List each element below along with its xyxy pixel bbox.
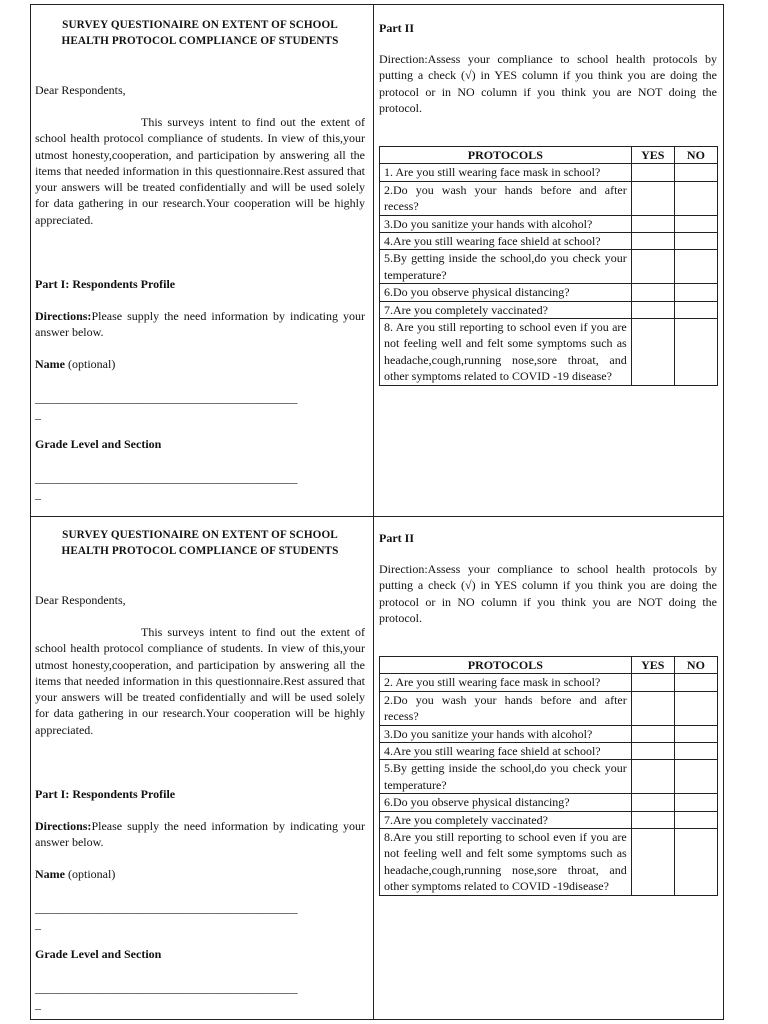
table-row (380, 319, 718, 386)
table-row (380, 250, 718, 284)
directions-label: Directions: (35, 819, 92, 833)
no-checkbox-cell[interactable] (674, 725, 717, 742)
protocol-question: 6.Do you observe physical distancing? (380, 284, 632, 301)
no-checkbox-cell[interactable] (674, 233, 717, 250)
no-checkbox-cell[interactable] (674, 181, 717, 215)
yes-checkbox-cell[interactable] (631, 181, 674, 215)
table-row (380, 811, 718, 828)
no-checkbox-cell[interactable] (674, 811, 717, 828)
yes-checkbox-cell[interactable] (631, 829, 674, 896)
grade-answer-line[interactable]: ______________________________________________ (35, 981, 298, 995)
yes-checkbox-cell[interactable] (631, 691, 674, 725)
part2-direction: Direction:Assess your compliance to school health protocols by putting a check (√) in YES column if you think you are doing the protocol or in NO column if you think you are NOT doing the protocol. (379, 562, 717, 626)
no-checkbox-cell[interactable] (674, 164, 717, 181)
table-header-row (380, 657, 718, 674)
table-row (380, 725, 718, 742)
grade-section-label: Grade Level and Section (35, 437, 162, 451)
table-row (380, 760, 718, 794)
protocol-question: 2.Do you wash your hands before and after recess? (380, 181, 632, 215)
table-row (380, 233, 718, 250)
intro-text: This surveys intent to find out the extent of school health protocol compliance of students. In view of this,your utmost honesty,cooperation, and participation by answering all the items that needed information in this questionnaire.Rest assured that your answers will be treated confidentially and will be used solely for data gathering in our research.Your cooperation will be highly appreciated. (35, 625, 365, 737)
yes-checkbox-cell[interactable] (631, 725, 674, 742)
yes-header: YES (631, 657, 674, 674)
no-checkbox-cell[interactable] (674, 319, 717, 386)
no-checkbox-cell[interactable] (674, 829, 717, 896)
protocol-question: 4.Are you still wearing face shield at school? (380, 743, 632, 760)
grade-answer-line[interactable]: ______________________________________________ (35, 471, 298, 485)
name-answer-line[interactable]: ______________________________________________ (35, 901, 298, 915)
protocol-question: 5.By getting inside the school,do you check your temperature? (380, 250, 632, 284)
survey-title (35, 528, 365, 559)
table-row (380, 743, 718, 760)
name-optional-note: (optional) (65, 357, 116, 371)
table-row (380, 691, 718, 725)
protocol-question: 3.Do you sanitize your hands with alcohol? (380, 725, 632, 742)
table-row (380, 301, 718, 318)
name-label (35, 866, 115, 882)
name-label (35, 356, 115, 372)
part1-directions (35, 308, 365, 341)
protocol-question: 4.Are you still wearing face shield at school? (380, 233, 632, 250)
protocol-question: 2. Are you still wearing face mask in school? (380, 674, 632, 691)
protocols-table (379, 146, 718, 386)
protocols-header: PROTOCOLS (380, 657, 632, 674)
name-answer-line[interactable]: ______________________________________________ (35, 391, 298, 405)
table-row (380, 284, 718, 301)
table-row (380, 215, 718, 232)
protocol-question: 7.Are you completely vaccinated? (380, 811, 632, 828)
survey-title (35, 18, 365, 49)
intro-text: This surveys intent to find out the extent of school health protocol compliance of students. In view of this,your utmost honesty,cooperation, and participation by answering all the items that needed information in this questionnaire.Rest assured that your answers will be treated confidentially and will be used solely for data gathering in our research.Your cooperation will be highly appreciated. (35, 115, 365, 227)
name-label-text: Name (35, 867, 65, 881)
protocol-question: 5.By getting inside the school,do you check your temperature? (380, 760, 632, 794)
table-row (380, 674, 718, 691)
no-checkbox-cell[interactable] (674, 760, 717, 794)
salutation: Dear Respondents, (35, 593, 126, 607)
part2-heading: Part II (379, 21, 414, 35)
yes-checkbox-cell[interactable] (631, 301, 674, 318)
title-line-1: SURVEY QUESTIONAIRE ON EXTENT OF SCHOOL (62, 529, 338, 541)
grade-answer-line-tail: _ (35, 997, 41, 1011)
yes-checkbox-cell[interactable] (631, 250, 674, 284)
protocols-header: PROTOCOLS (380, 147, 632, 164)
directions-text: Please supply the need information by indicating your answer below. (35, 819, 365, 850)
intro-paragraph (35, 624, 365, 738)
no-checkbox-cell[interactable] (674, 250, 717, 284)
yes-checkbox-cell[interactable] (631, 233, 674, 250)
part2-heading: Part II (379, 531, 414, 545)
part1-heading: Part I: Respondents Profile (35, 787, 176, 801)
part2-direction: Direction:Assess your compliance to school health protocols by putting a check (√) in YES column if you think you are doing the protocol or in NO column if you think you are NOT doing the protocol. (379, 52, 717, 116)
grade-answer-line-tail: _ (35, 487, 41, 501)
no-checkbox-cell[interactable] (674, 674, 717, 691)
directions-text: Please supply the need information by indicating your answer below. (35, 309, 365, 340)
directions-label: Directions: (35, 309, 92, 323)
survey-form-bottom (30, 514, 724, 1022)
table-row (380, 164, 718, 181)
title-line-1: SURVEY QUESTIONAIRE ON EXTENT OF SCHOOL (62, 19, 338, 31)
yes-checkbox-cell[interactable] (631, 760, 674, 794)
no-checkbox-cell[interactable] (674, 284, 717, 301)
yes-checkbox-cell[interactable] (631, 674, 674, 691)
yes-checkbox-cell[interactable] (631, 284, 674, 301)
protocol-question: 3.Do you sanitize your hands with alcohol? (380, 215, 632, 232)
table-row (380, 829, 718, 896)
yes-header: YES (631, 147, 674, 164)
name-optional-note: (optional) (65, 867, 116, 881)
protocol-question: 7.Are you completely vaccinated? (380, 301, 632, 318)
table-header-row (380, 147, 718, 164)
yes-checkbox-cell[interactable] (631, 743, 674, 760)
name-answer-line-tail: _ (35, 917, 41, 931)
no-checkbox-cell[interactable] (674, 743, 717, 760)
yes-checkbox-cell[interactable] (631, 215, 674, 232)
no-checkbox-cell[interactable] (674, 794, 717, 811)
yes-checkbox-cell[interactable] (631, 319, 674, 386)
name-answer-line-tail: _ (35, 407, 41, 421)
title-line-2: HEALTH PROTOCOL COMPLIANCE OF STUDENTS (61, 34, 339, 47)
name-label-text: Name (35, 357, 65, 371)
table-row (380, 794, 718, 811)
no-header: NO (674, 147, 717, 164)
salutation: Dear Respondents, (35, 83, 126, 97)
grade-section-label: Grade Level and Section (35, 947, 162, 961)
protocol-question: 1. Are you still wearing face mask in school? (380, 164, 632, 181)
protocol-question: 8.Are you still reporting to school even if you are not feeling well and felt some symptoms such as headache,cough,running nose,sore throat, and other symptoms related to COVID -19disease? (380, 829, 632, 896)
no-checkbox-cell[interactable] (674, 301, 717, 318)
no-header: NO (674, 657, 717, 674)
no-checkbox-cell[interactable] (674, 691, 717, 725)
protocol-question: 2.Do you wash your hands before and after recess? (380, 691, 632, 725)
title-line-2: HEALTH PROTOCOL COMPLIANCE OF STUDENTS (61, 544, 339, 557)
yes-checkbox-cell[interactable] (631, 164, 674, 181)
survey-form-top (30, 4, 724, 512)
protocols-table (379, 656, 718, 896)
part1-directions (35, 818, 365, 851)
table-row (380, 181, 718, 215)
part1-heading: Part I: Respondents Profile (35, 277, 176, 291)
protocol-question: 6.Do you observe physical distancing? (380, 794, 632, 811)
yes-checkbox-cell[interactable] (631, 794, 674, 811)
protocol-question: 8. Are you still reporting to school even if you are not feeling well and felt some symptoms such as headache,cough,running nose,sore throat, and other symptoms related to COVID -19 disease? (380, 319, 632, 386)
no-checkbox-cell[interactable] (674, 215, 717, 232)
intro-paragraph (35, 114, 365, 228)
yes-checkbox-cell[interactable] (631, 811, 674, 828)
